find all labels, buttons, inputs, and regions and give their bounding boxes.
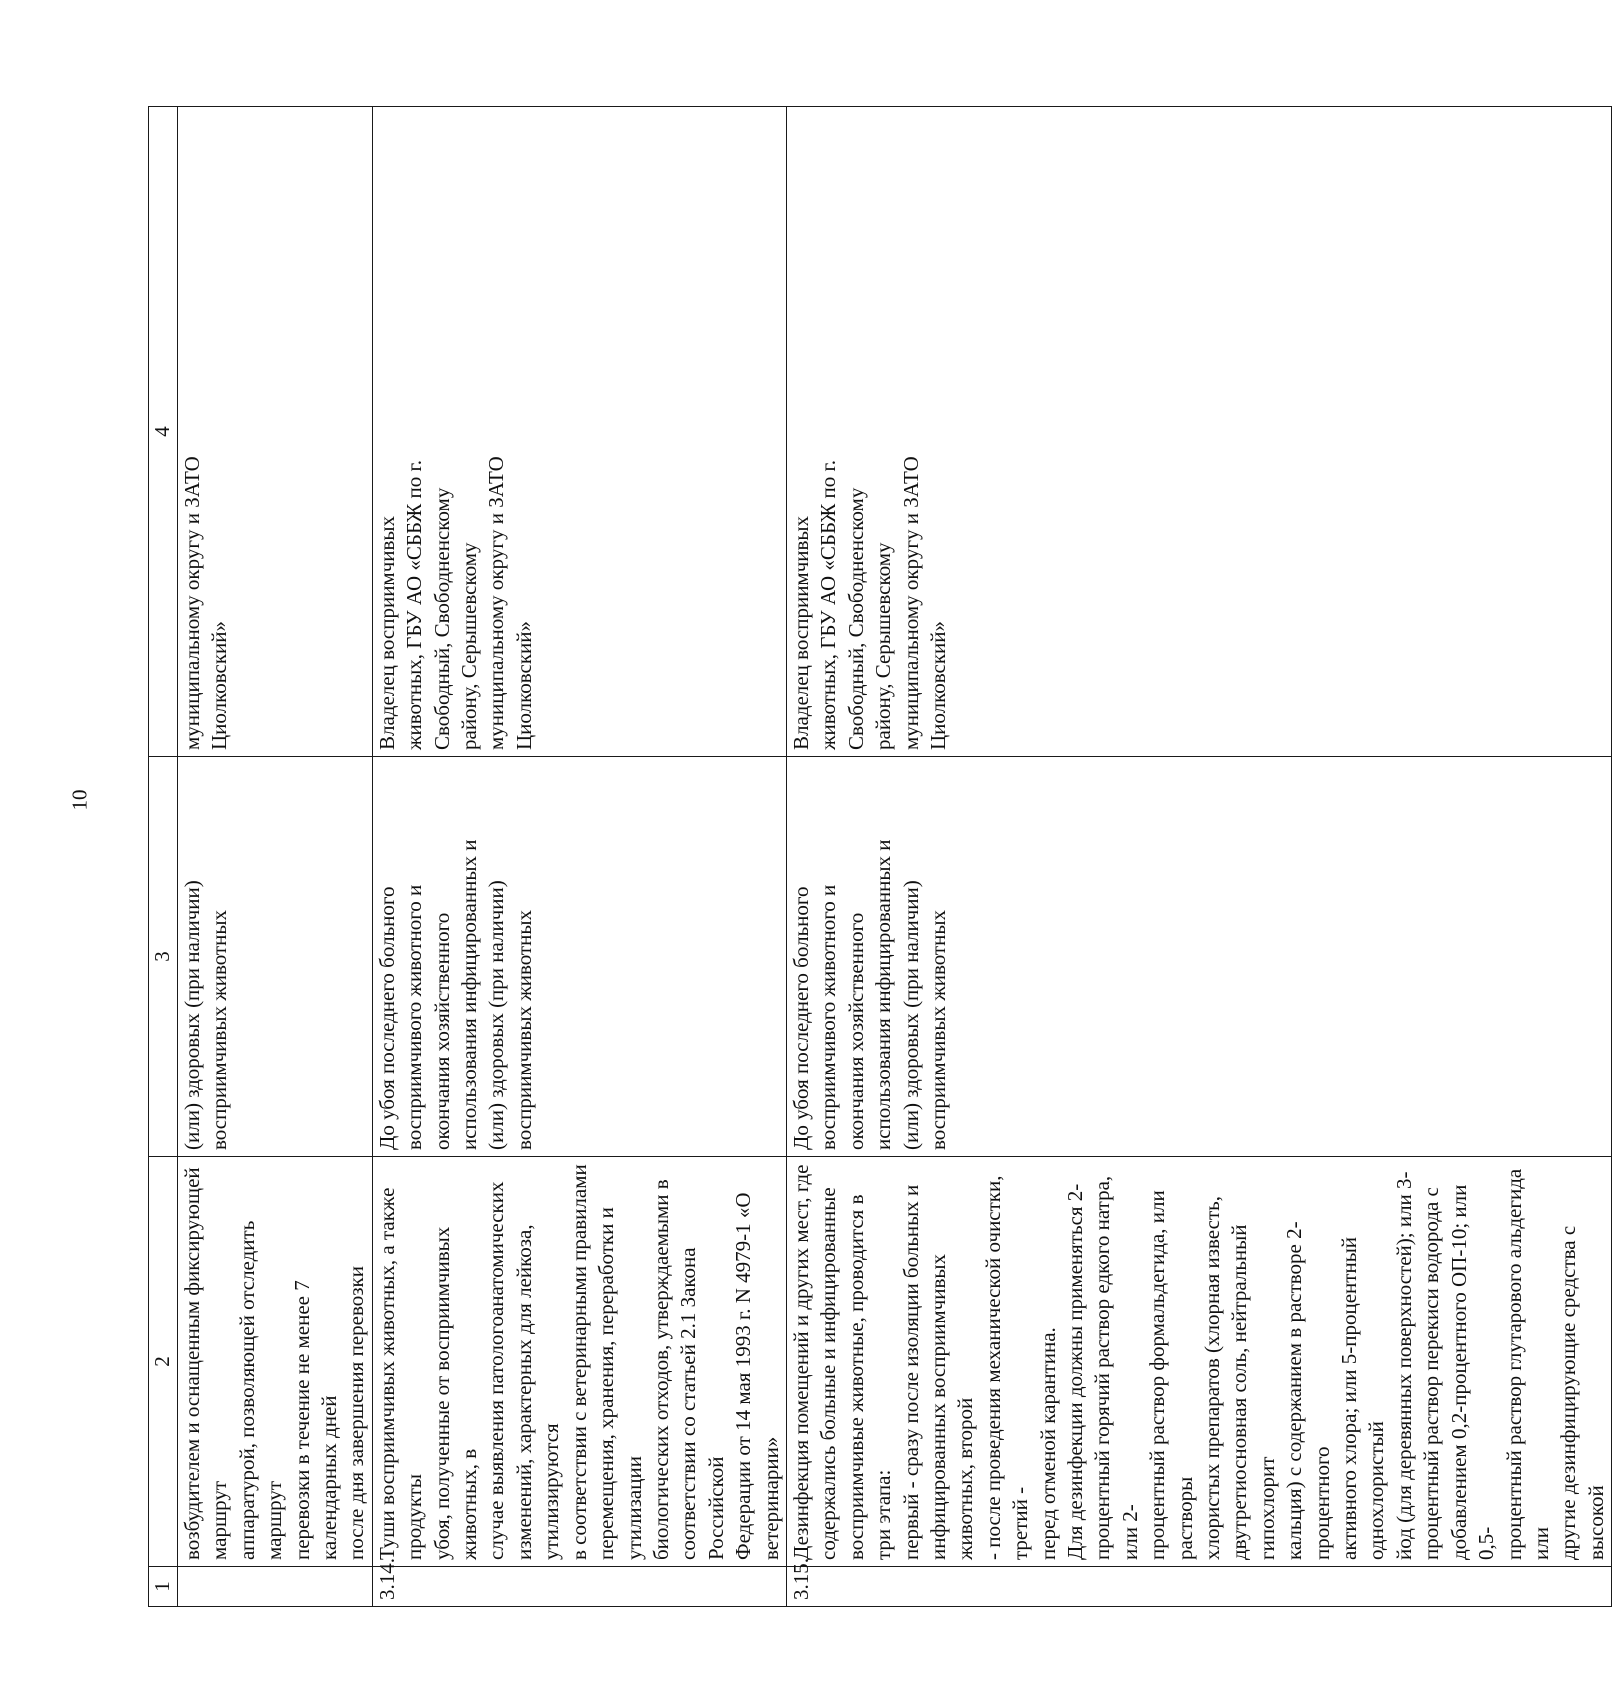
row-number: 3.15. — [788, 1558, 813, 1600]
deadline-text: До убоя последнего больного восприимчивого животного и окончания хозяйственного использования инфицированных и (или) здоровых (при наличии) восприимчивых животных — [788, 839, 950, 1150]
header-col-1: 1 — [149, 1567, 178, 1607]
measure-cell — [178, 1157, 373, 1567]
responsible-cell — [786, 107, 1611, 757]
header-col-2: 2 — [149, 1157, 178, 1567]
responsible-text: Владелец восприимчивых животных, ГБУ АО «СББЖ по г. Свободный, Свободненскому району, Серышевскому муниципальному округу и ЗАТО Циолковский» — [374, 456, 536, 750]
row-number-cell — [178, 1567, 373, 1607]
responsible-cell — [178, 107, 373, 757]
header-col-4: 4 — [149, 107, 178, 757]
table-row — [786, 107, 1611, 1607]
row-number-cell — [786, 1558, 1611, 1607]
page-number: 10 — [67, 789, 92, 811]
table-row — [372, 107, 786, 1607]
deadline-cell — [786, 757, 1611, 1157]
measure-cell — [786, 1157, 1611, 1567]
responsible-cell — [372, 107, 786, 757]
measure-text: Туши восприимчивых животных, а также продукты убоя, полученные от восприимчивых животных, в случае выявления патологоанатомических изменений, характерных для лейкоза, утилизируются в соответствии с ветеринарными правилами перемещения, хранения, переработки и утилизации биологических отходов, утверждаемыми в соответствии со статьей 2.1 Закона Российской Федерации от 14 мая 1993 г. N 4979-1 «О ветеринарии» — [374, 1164, 783, 1560]
deadline-cell — [372, 757, 786, 1157]
responsible-text: муниципальному округу и ЗАТО Циолковский» — [180, 456, 232, 750]
measure-text: возбудителем и оснащенным фиксирующей маршрут аппаратурой, позволяющей отследить маршрут перевозки в течение не менее 7 календарных дней после дня завершения перевозки — [180, 1167, 369, 1560]
header-col-3: 3 — [149, 757, 178, 1157]
deadline-text: До убоя последнего больного восприимчивого животного и окончания хозяйственного использования инфицированных и (или) здоровых (при наличии) восприимчивых животных — [374, 839, 536, 1150]
deadline-text: (или) здоровых (при наличии) восприимчивых животных — [180, 880, 232, 1150]
measures-table — [148, 106, 1612, 1607]
row-number: 3.14. — [374, 1558, 399, 1600]
rotated-table-wrapper — [148, 107, 1608, 1607]
table-row — [178, 107, 373, 1607]
responsible-text: Владелец восприимчивых животных, ГБУ АО «СББЖ по г. Свободный, Свободненскому району, Серышевскому муниципальному округу и ЗАТО Циолковский» — [788, 456, 950, 750]
deadline-cell — [178, 757, 373, 1157]
row-number-cell — [372, 1558, 786, 1607]
measure-text: Дезинфекция помещений и других мест, где содержались больные и инфицированные восприимчивые животные, проводится в три этапа: первый - сразу после изоляции больных и инфицированных восприимчивых животных, второй - после проведения механической очистки, третий - перед отменой карантина. Для дезинфекции должны применяться 2- процентный горячий раствор едкого натра, или 2- процентный раствор формальдегида, или растворы хлористых препаратов (хлорная известь, двутретиосновная соль, нейтральный гипохлорит кальция) с содержанием в растворе 2-процентного активного хлора; или 5-процентный однохлористый йод (для деревянных поверхностей); или 3- процентный раствор перекиси водорода с добавлением 0,2-процентного ОП-10; или 0,5- процентный раствор глутарового альдегида или другие дезинфицирующие средства с высокой — [788, 1164, 1608, 1560]
measure-cell — [372, 1157, 786, 1567]
table-header-row — [149, 107, 178, 1607]
